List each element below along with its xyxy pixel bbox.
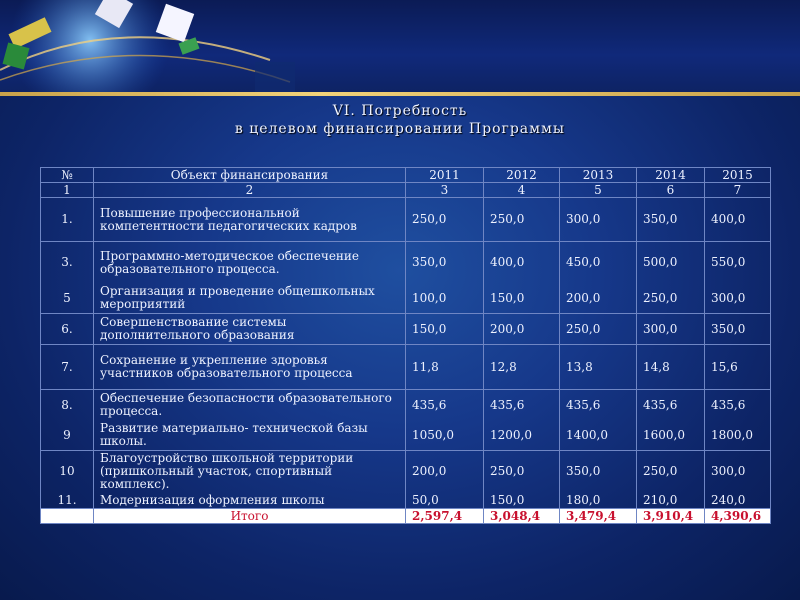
- value-2012: 150,0: [484, 493, 560, 509]
- table-row: [41, 345, 771, 390]
- value-2014: 1600,0: [637, 421, 705, 451]
- value-2012: 200,0: [484, 314, 560, 345]
- header-band: [0, 0, 800, 92]
- value-2014: 435,6: [637, 390, 705, 421]
- value-2012: 435,6: [484, 390, 560, 421]
- row-number: 5: [41, 284, 94, 314]
- index-row: [41, 183, 771, 198]
- col-header-2014: 2014: [637, 168, 705, 183]
- value-2011: 350,0: [406, 242, 484, 284]
- index-cell: 5: [560, 183, 637, 198]
- value-2014: 500,0: [637, 242, 705, 284]
- value-2012: 12,8: [484, 345, 560, 390]
- value-2011: 435,6: [406, 390, 484, 421]
- total-2014: 3,910,4: [637, 509, 705, 524]
- row-number: 3.: [41, 242, 94, 284]
- financing-object: Организация и проведение общешкольных мероприятий: [94, 284, 406, 314]
- table-row: [41, 421, 771, 451]
- value-2014: 250,0: [637, 284, 705, 314]
- col-header-2015: 2015: [705, 168, 771, 183]
- slide-title-line1: VI. Потребность: [332, 103, 468, 119]
- value-2015: 300,0: [705, 451, 771, 493]
- value-2011: 100,0: [406, 284, 484, 314]
- value-2013: 13,8: [560, 345, 637, 390]
- table-row: [41, 242, 771, 284]
- col-header-2012: 2012: [484, 168, 560, 183]
- value-2012: 150,0: [484, 284, 560, 314]
- value-2015: 240,0: [705, 493, 771, 509]
- value-2011: 1050,0: [406, 421, 484, 451]
- index-cell: 7: [705, 183, 771, 198]
- row-number: 10: [41, 451, 94, 493]
- financing-object: Повышение профессиональной компетентности педагогических кадров: [94, 198, 406, 242]
- value-2013: 450,0: [560, 242, 637, 284]
- col-header-no: №: [41, 168, 94, 183]
- value-2013: 350,0: [560, 451, 637, 493]
- value-2013: 180,0: [560, 493, 637, 509]
- col-header-object: Объект финансирования: [94, 168, 406, 183]
- value-2011: 250,0: [406, 198, 484, 242]
- value-2014: 350,0: [637, 198, 705, 242]
- value-2011: 11,8: [406, 345, 484, 390]
- value-2011: 200,0: [406, 451, 484, 493]
- financing-object: Сохранение и укрепление здоровья участников образовательного процесса: [94, 345, 406, 390]
- value-2015: 435,6: [705, 390, 771, 421]
- value-2015: 400,0: [705, 198, 771, 242]
- total-2012: 3,048,4: [484, 509, 560, 524]
- index-cell: 1: [41, 183, 94, 198]
- total-row: [41, 509, 771, 524]
- index-cell: 4: [484, 183, 560, 198]
- value-2015: 15,6: [705, 345, 771, 390]
- row-number: 1.: [41, 198, 94, 242]
- value-2015: 300,0: [705, 284, 771, 314]
- value-2015: 350,0: [705, 314, 771, 345]
- value-2012: 250,0: [484, 198, 560, 242]
- row-number: 11.: [41, 493, 94, 509]
- financing-object: Модернизация оформления школы: [94, 493, 406, 509]
- value-2013: 200,0: [560, 284, 637, 314]
- value-2014: 250,0: [637, 451, 705, 493]
- decorative-graphic: [0, 0, 800, 92]
- row-number: 9: [41, 421, 94, 451]
- value-2015: 550,0: [705, 242, 771, 284]
- financing-object: Развитие материально- технической базы школы.: [94, 421, 406, 451]
- value-2013: 1400,0: [560, 421, 637, 451]
- table-row: [41, 284, 771, 314]
- total-empty-cell: [41, 509, 94, 524]
- value-2012: 250,0: [484, 451, 560, 493]
- row-number: 7.: [41, 345, 94, 390]
- value-2012: 1200,0: [484, 421, 560, 451]
- value-2013: 300,0: [560, 198, 637, 242]
- total-2015: 4,390,6: [705, 509, 771, 524]
- financing-object: Обеспечение безопасности образовательного процесса.: [94, 390, 406, 421]
- table-row: [41, 390, 771, 421]
- total-2013: 3,479,4: [560, 509, 637, 524]
- header-divider: [0, 92, 800, 96]
- table-row: [41, 198, 771, 242]
- index-cell: 2: [94, 183, 406, 198]
- total-2011: 2,597,4: [406, 509, 484, 524]
- index-cell: 3: [406, 183, 484, 198]
- value-2012: 400,0: [484, 242, 560, 284]
- value-2014: 300,0: [637, 314, 705, 345]
- value-2014: 14,8: [637, 345, 705, 390]
- header-row: [41, 168, 771, 183]
- slide-title-line2: в целевом финансировании Программы: [234, 121, 566, 137]
- table-row: [41, 314, 771, 345]
- value-2015: 1800,0: [705, 421, 771, 451]
- col-header-2011: 2011: [406, 168, 484, 183]
- table-row: [41, 493, 771, 509]
- table-row: [41, 451, 771, 493]
- value-2013: 435,6: [560, 390, 637, 421]
- financing-object: Благоустройство школьной территории (пришкольный участок, спортивный комплекс).: [94, 451, 406, 493]
- row-number: 6.: [41, 314, 94, 345]
- total-label: Итого: [94, 509, 406, 524]
- index-cell: 6: [637, 183, 705, 198]
- financing-object: Программно-методическое обеспечение образовательного процесса.: [94, 242, 406, 284]
- row-number: 8.: [41, 390, 94, 421]
- financing-object: Совершенствование системы дополнительного образования: [94, 314, 406, 345]
- financing-table: [40, 167, 771, 524]
- value-2013: 250,0: [560, 314, 637, 345]
- col-header-2013: 2013: [560, 168, 637, 183]
- value-2011: 150,0: [406, 314, 484, 345]
- value-2014: 210,0: [637, 493, 705, 509]
- value-2011: 50,0: [406, 493, 484, 509]
